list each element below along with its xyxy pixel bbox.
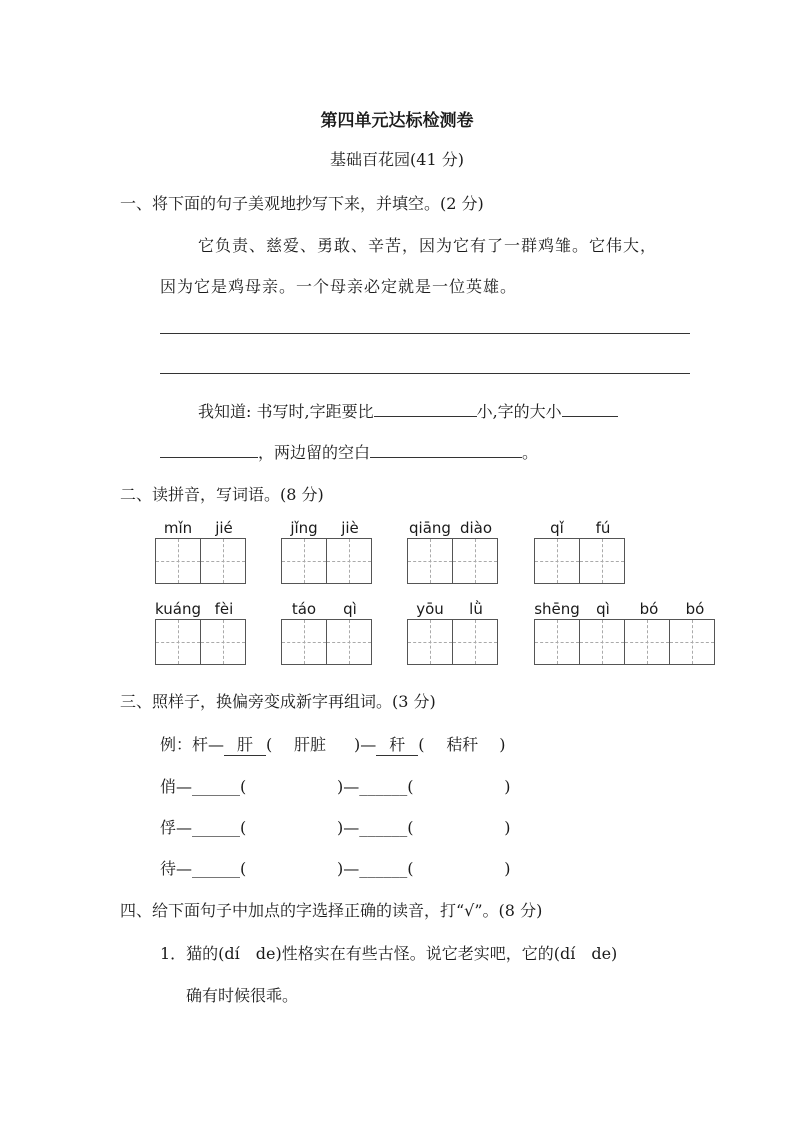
- q1-blank-3[interactable]: [370, 441, 522, 458]
- q1-passage-line2: 因为它是鸡母亲。一个母亲必定就是一位英雄。: [160, 277, 518, 296]
- q3-row-2: [160, 815, 511, 838]
- tianzige-box[interactable]: [407, 538, 453, 584]
- tianzige-box[interactable]: [452, 538, 498, 584]
- tianzige-box[interactable]: [281, 538, 327, 584]
- q3-blank[interactable]: ______: [192, 777, 241, 796]
- q1-blank-2b[interactable]: [160, 441, 258, 458]
- q1-heading: 一、将下面的句子美观地抄写下来，并填空。(2 分): [120, 194, 484, 213]
- q1-know-a: 我知道: 书写时,字距要比: [198, 402, 374, 421]
- q2-heading: 二、读拼音，写词语。(8 分): [120, 485, 324, 504]
- tianzige-box[interactable]: [407, 619, 453, 665]
- pinyin-group-1: [155, 518, 247, 584]
- tianzige-box[interactable]: [281, 619, 327, 665]
- q4-item1-line1: 1．猫的(dí de)性格实在有些古怪。说它老实吧，它的(dí de): [160, 944, 618, 963]
- tianzige-box[interactable]: [579, 538, 625, 584]
- pinyin: fèi: [214, 600, 234, 618]
- q1-blank-2a[interactable]: [562, 400, 618, 417]
- pinyin: yōu: [416, 600, 444, 618]
- tianzige-box[interactable]: [326, 619, 372, 665]
- q4-item1-line2: 确有时候很乖。: [186, 986, 299, 1005]
- pinyin-group-3: [407, 518, 499, 584]
- q3-example-label: 例：杆—: [160, 735, 225, 754]
- q3-open-paren: (: [240, 818, 247, 837]
- pinyin: jié: [215, 519, 233, 537]
- q3-close-paren: ): [337, 818, 344, 837]
- tianzige-box[interactable]: [534, 538, 580, 584]
- q3-example-char2: 秆: [376, 732, 418, 756]
- q3-open-paren: (: [240, 777, 247, 796]
- q3-close-paren: ): [337, 859, 344, 878]
- q3-dash: —: [343, 859, 360, 878]
- q3-close-paren: ): [337, 777, 344, 796]
- q3-open-paren: (: [407, 777, 414, 796]
- q1-fill-line2: [160, 440, 538, 463]
- pinyin-group-6: [281, 599, 373, 665]
- tianzige-box[interactable]: [326, 538, 372, 584]
- pinyin: bó: [639, 600, 659, 618]
- q3-row-char: 俏—: [160, 777, 193, 796]
- pinyin: diào: [459, 519, 493, 537]
- tianzige-box[interactable]: [200, 538, 246, 584]
- q1-copy-line-1[interactable]: [160, 333, 690, 334]
- q1-know-d: 。: [522, 443, 539, 462]
- tianzige-box[interactable]: [200, 619, 246, 665]
- pinyin-group-7: [407, 599, 499, 665]
- tianzige-box[interactable]: [669, 619, 715, 665]
- pinyin-group-8: [534, 599, 718, 665]
- q3-row-3: [160, 856, 511, 879]
- tianzige-box[interactable]: [624, 619, 670, 665]
- q3-example-word2: 秸秆: [446, 735, 479, 754]
- q3-row-1: [160, 774, 511, 797]
- tianzige-box[interactable]: [534, 619, 580, 665]
- q4-heading: 四、给下面句子中加点的字选择正确的读音，打“√”。(8 分): [120, 901, 543, 920]
- q3-open-paren: (: [407, 859, 414, 878]
- pinyin: lǜ: [469, 600, 483, 618]
- tianzige-box[interactable]: [155, 619, 201, 665]
- q3-blank[interactable]: ______: [359, 859, 408, 878]
- pinyin-group-4: [534, 518, 626, 584]
- q3-dash: —: [343, 777, 360, 796]
- tianzige-box[interactable]: [155, 538, 201, 584]
- q3-heading: 三、照样子，换偏旁变成新字再组词。(3 分): [120, 692, 436, 711]
- q3-open-paren: (: [407, 818, 414, 837]
- pinyin: bó: [685, 600, 705, 618]
- q3-row-char: 俘—: [160, 818, 193, 837]
- pinyin: fú: [595, 519, 611, 537]
- q1-fill-line1: [198, 399, 618, 422]
- page-title: 第四单元达标检测卷: [320, 111, 474, 131]
- pinyin: qiāng: [409, 519, 451, 537]
- q3-blank[interactable]: ______: [192, 859, 241, 878]
- q1-copy-line-2[interactable]: [160, 373, 690, 374]
- tianzige-box[interactable]: [579, 619, 625, 665]
- tianzige-box[interactable]: [452, 619, 498, 665]
- q3-close-paren: ): [504, 818, 511, 837]
- pinyin-group-5: [155, 599, 247, 665]
- pinyin: qì: [343, 600, 357, 618]
- q3-example: [160, 732, 506, 756]
- q3-example-open2: (: [418, 735, 425, 754]
- q3-close-paren: ): [504, 859, 511, 878]
- pinyin: qǐ: [550, 519, 564, 537]
- pinyin: mǐn: [163, 519, 193, 537]
- q3-example-word1: 肝脏: [294, 735, 327, 754]
- section-subtitle: 基础百花园(41 分): [330, 150, 464, 169]
- pinyin: táo: [291, 600, 317, 618]
- q3-example-char1: 肝: [224, 732, 266, 756]
- q3-dash: —: [343, 818, 360, 837]
- q3-blank[interactable]: ______: [359, 777, 408, 796]
- pinyin: shēng: [534, 600, 580, 618]
- pinyin: jiè: [341, 519, 359, 537]
- q3-example-open1: (: [266, 735, 273, 754]
- pinyin: jǐng: [290, 519, 318, 537]
- q3-close-paren: ): [504, 777, 511, 796]
- q1-passage-line1: 它负责、慈爱、勇敢、辛苦，因为它有了一群鸡雏。它伟大，: [198, 236, 658, 255]
- q1-know-c: ，两边留的空白: [258, 443, 371, 462]
- q3-row-char: 待—: [160, 859, 193, 878]
- q3-example-close: ): [499, 735, 506, 754]
- q3-example-mid: )—: [354, 735, 377, 754]
- q3-open-paren: (: [240, 859, 247, 878]
- pinyin-group-2: [281, 518, 373, 584]
- q3-blank[interactable]: ______: [359, 818, 408, 837]
- q3-blank[interactable]: ______: [192, 818, 241, 837]
- pinyin: kuáng: [155, 600, 201, 618]
- q1-know-b: 小,字的大小: [476, 402, 562, 421]
- pinyin: qì: [596, 600, 610, 618]
- q1-blank-1[interactable]: [374, 400, 477, 417]
